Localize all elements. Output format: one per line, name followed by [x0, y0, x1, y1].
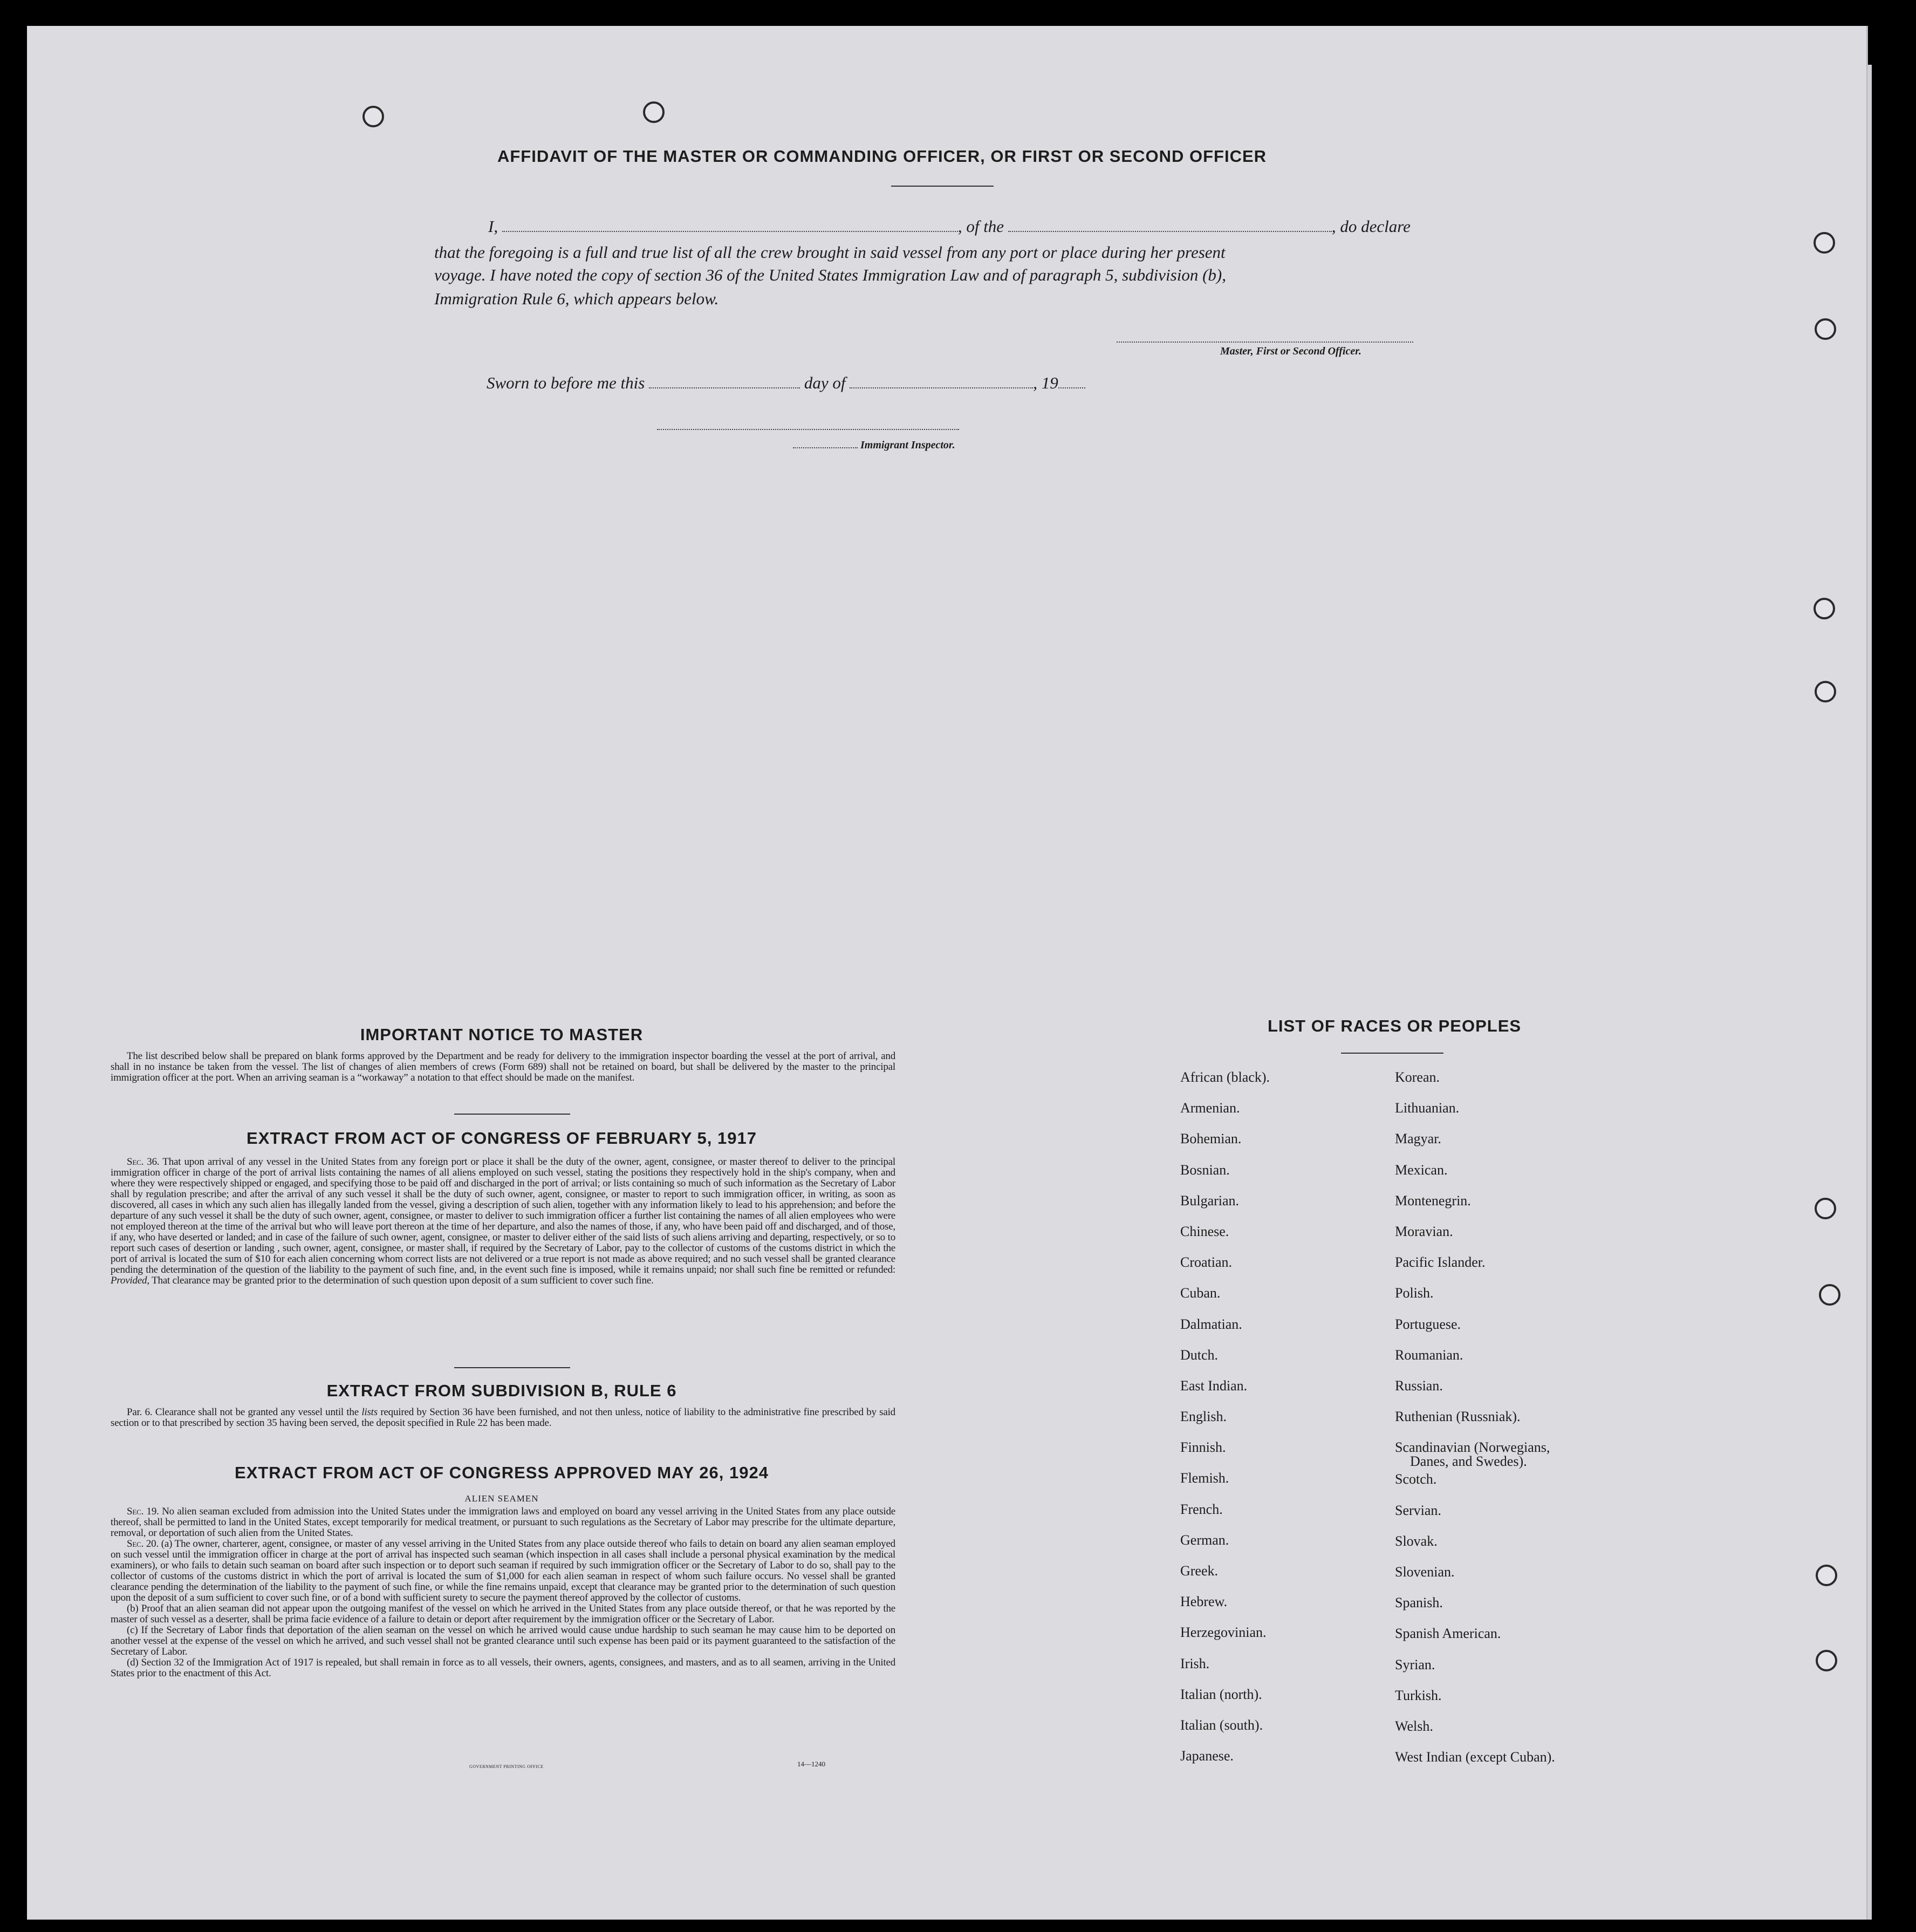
races-column-1 — [1180, 1069, 1270, 1779]
inspector-label: Immigrant Inspector. — [860, 439, 955, 451]
race-item: Hebrew. — [1180, 1594, 1228, 1610]
race-item: English. — [1180, 1409, 1227, 1425]
punch-hole — [1816, 1565, 1837, 1586]
race-item: Greek. — [1180, 1563, 1219, 1579]
race-item: Slovak. — [1395, 1533, 1438, 1549]
printer-imprint: GOVERNMENT PRINTING OFFICE — [469, 1764, 544, 1769]
sec36-label: Sec. 36. — [127, 1156, 160, 1168]
notice-title: IMPORTANT NOTICE TO MASTER — [360, 1025, 644, 1044]
race-item: Bosnian. — [1180, 1162, 1230, 1178]
punch-hole — [643, 101, 665, 123]
declare-text: , do declare — [1331, 217, 1411, 236]
race-item: Syrian. — [1395, 1656, 1435, 1672]
races-title: LIST OF RACES OR PEOPLES — [1267, 1016, 1522, 1035]
race-item: Montenegrin. — [1395, 1192, 1471, 1209]
of-the-text: , of the — [957, 217, 1004, 236]
punch-hole — [1815, 681, 1836, 702]
rule6-b: required by Section 36 have been furnished, and not then unless, notice of liability to the administrative fine prescribed by said section or to that prescribed by section 35 having been served, the deposit specified in Rule 22 has been made. — [111, 1407, 895, 1429]
title-underline — [891, 186, 994, 187]
punch-hole — [1815, 318, 1836, 340]
race-item: Russian. — [1395, 1377, 1443, 1394]
punch-hole — [1819, 1284, 1840, 1306]
race-item-scandinavian-cont: Danes, and Swedes). — [1410, 1453, 1527, 1470]
race-item: French. — [1180, 1501, 1223, 1517]
page-edge — [1867, 65, 1872, 1920]
sec36-end: That clearance may be granted prior to the determination of such question upon deposit of a sum sufficient to cover such fine. — [152, 1275, 654, 1286]
vessel-field[interactable] — [1008, 231, 1332, 232]
race-item: Croatian. — [1180, 1254, 1233, 1271]
extract-1924-title: EXTRACT FROM ACT OF CONGRESS APPROVED MAY 26, 1924 — [235, 1463, 769, 1482]
year-text: , 19 — [1033, 373, 1058, 392]
race-item: German. — [1180, 1532, 1229, 1548]
race-item: Lithuanian. — [1395, 1100, 1460, 1116]
race-item: Slovenian. — [1395, 1564, 1455, 1580]
affidavit-line2: that the foregoing is a full and true list of all the crew brought in said vessel from any port or place during her present — [434, 243, 1226, 262]
punch-hole — [1814, 232, 1835, 254]
race-item: Korean. — [1395, 1069, 1440, 1085]
affidavit-line4: Immigration Rule 6, which appears below. — [434, 289, 719, 308]
races-column-2 — [1395, 1069, 1555, 1780]
race-item-scandinavian: Scandinavian (Norwegians, — [1395, 1439, 1550, 1456]
sec20-label: Sec. 20. — [127, 1538, 159, 1549]
notice-text — [111, 1051, 895, 1083]
race-item: Dutch. — [1180, 1347, 1219, 1363]
race-item: Scotch. — [1395, 1471, 1437, 1487]
race-item: Polish. — [1395, 1285, 1434, 1301]
inspector-signature-line[interactable] — [657, 429, 959, 430]
sec19-body: No alien seaman excluded from admission into the United States under the immigration laws and employed on board any vessel arriving in the United States from any place outside thereof, shall be permitted to land in the United States, except temporarily for medical treatment, or pursuant to such regulations as the Secretary of Labor may prescribe for the ultimate departure, removal, or deportation of such alien from the United States. — [111, 1506, 895, 1539]
race-item: Portuguese. — [1395, 1316, 1461, 1332]
races-underline — [1341, 1053, 1443, 1054]
sec19-label: Sec. 19. — [127, 1506, 159, 1517]
divider — [454, 1367, 570, 1368]
alien-seamen-subtitle: ALIEN SEAMEN — [464, 1493, 539, 1504]
race-item: Cuban. — [1180, 1285, 1221, 1301]
race-item: Roumanian. — [1395, 1347, 1463, 1363]
extract-1917-title: EXTRACT FROM ACT OF CONGRESS OF FEBRUARY 5, 1917 — [247, 1129, 757, 1148]
race-item: Spanish American. — [1395, 1626, 1501, 1642]
race-item: Mexican. — [1395, 1162, 1448, 1178]
race-item: Japanese. — [1180, 1748, 1234, 1764]
affidavit-i: I, — [488, 217, 498, 236]
race-item: Pacific Islander. — [1395, 1254, 1486, 1271]
race-item: African (black). — [1180, 1069, 1270, 1085]
sec20c-body: (c) If the Secretary of Labor finds that deportation of the alien seaman on the vessel on which he arrived would cause undue hardship to such seaman he may cause him to be deported on another vessel at the expense of the vessel on which he arrived, and such vessel shall not be granted clearance until such expense has been paid or its payment guaranteed to the satisfaction of the Secretary of Labor. — [111, 1624, 895, 1657]
extract-1924-text — [111, 1506, 895, 1679]
sworn-line — [487, 373, 1085, 393]
extract-rule6-title: EXTRACT FROM SUBDIVISION B, RULE 6 — [326, 1381, 677, 1400]
provided-word: Provided, — [111, 1275, 149, 1286]
punch-hole — [362, 106, 384, 127]
affidavit-title: AFFIDAVIT OF THE MASTER OR COMMANDING OFFICER, OR FIRST OR SECOND OFFICER — [497, 147, 1267, 166]
race-item: Bulgarian. — [1180, 1192, 1240, 1209]
extract-1917-text — [111, 1157, 895, 1286]
master-signature-label: Master, First or Second Officer. — [1220, 345, 1361, 357]
race-item: Moravian. — [1395, 1223, 1453, 1239]
day-of-text: day of — [804, 373, 846, 392]
sec36-body: That upon arrival of any vessel in the United States from any foreign port or place it shall be the duty of the owner, agent, consignee, or master thereof to deliver to the principal immigration officer in charge of the port of arrival lists containing the names of all aliens employed on such vessel, stating the positions they respectively hold in the ship's company, when and where they were respectively shipped or engaged, and specifying those to be paid off and discharged in the port of arrival; or lists containing so much of such information as the Secretary of Labor shall by regulation prescribe; and after the arrival of any such vessel it shall be the duty of such owner, agent, consignee, or master to report to such immigration officer, in writing, as soon as discovered, all cases in which any such alien has illegally landed from the vessel, giving a description of such alien, together with any information likely to lead to his apprehension; and before the departure of any such vessel it shall be the duty of such owner, agent, consignee, or master to deliver to such immigration officer a further list containing the names of all alien employees who were not employed thereon at the time of the arrival but who will leave port thereon at the time of her departure, and also the names of those, if any, who have been paid off and discharged, and of those, if any, who have deserted or landed; and in case of the failure of such owner, agent, consignee, or master to deliver either of the said lists of such aliens arriving and departing, respectively, or so to report such cases of desertion or landing , such owner, agent, consignee, or master shall, if required by the Secretary of Labor, pay to the collector of customs of the customs district in which the port of arrival is located the sum of $10 for each alien concerning whom correct lists are not delivered or a true report is not made as above required; and no such vessel shall be granted clearance pending the determination of the question of the liability to the payment of such fine, and, in the event such fine is imposed, while it remains unpaid; nor shall such fine be remitted or refunded: — [111, 1156, 895, 1275]
race-item: West Indian (except Cuban). — [1395, 1749, 1555, 1765]
inspector-line — [793, 439, 955, 452]
race-item: Welsh. — [1395, 1718, 1433, 1734]
race-item: Finnish. — [1180, 1439, 1226, 1456]
race-item: Magyar. — [1395, 1131, 1441, 1147]
punch-hole — [1816, 1650, 1837, 1671]
race-item: Turkish. — [1395, 1687, 1442, 1703]
rule6-a: Par. 6. Clearance shall not be granted any vessel until the — [127, 1407, 359, 1418]
race-item: Irish. — [1180, 1655, 1210, 1671]
race-item: Italian (south). — [1180, 1717, 1263, 1733]
affidavit-line3: voyage. I have noted the copy of section 36 of the United States Immigration Law and of paragraph 5, subdivision (b), — [434, 265, 1226, 284]
rule6-lists: lists — [361, 1407, 378, 1418]
sec20b-body: (b) Proof that an alien seaman did not appear upon the outgoing manifest of the vessel on which he arrived in the United States from any place outside thereof, or that he was reported by the master of such vessel as a deserter, shall be prima facie evidence of a failure to detain or deport after requirement by the immigration officer or the Secretary of Labor. — [111, 1603, 895, 1625]
race-item: Ruthenian (Russniak). — [1395, 1409, 1521, 1425]
race-item: Servian. — [1395, 1502, 1441, 1518]
race-item: Chinese. — [1180, 1223, 1229, 1239]
race-item: East Indian. — [1180, 1377, 1248, 1394]
punch-hole — [1815, 1198, 1836, 1219]
race-item: Dalmatian. — [1180, 1316, 1242, 1332]
divider — [454, 1114, 570, 1115]
race-item — [1395, 1439, 1555, 1471]
race-item: Flemish. — [1180, 1470, 1229, 1486]
sworn-month-field[interactable] — [850, 387, 1033, 388]
extract-rule6-text — [111, 1407, 895, 1429]
race-item: Italian (north). — [1180, 1686, 1262, 1702]
notice-paragraph: The list described below shall be prepared on blank forms approved by the Department and be ready for delivery to the immigration inspector boarding the vessel at the port of arrival, and shall in no instance be taken from the vessel. The list of changes of alien members of crews (Form 689) shall not be retained on board, but shall be delivered by the master to the principal immigration officer at the port. When an arriving seaman is a “workaway” a notation to that effect should be made on the manifest. — [111, 1050, 895, 1083]
sworn-text: Sworn to before me this — [487, 373, 645, 392]
affidavit-line1 — [488, 217, 1411, 236]
name-field[interactable] — [502, 231, 958, 232]
sec20a-body: (a) The owner, charterer, agent, consignee, or master of any vessel arriving in the United States from any place outside thereof who fails to detain on board any alien seaman employed on such vessel until the immigration officer in charge at the port of arrival has inspected such seaman (which inspection in all cases shall include a personal physical examination by the medical examiners), or who fails to detain such seaman on board after such inspection or to deport such seaman if required by such immigration officer or the Secretary of Labor to do so, shall pay to the collector of customs of the customs district in which the port of arrival is located the sum of $1,000 for each alien seaman in respect of whom such failure occurs. No vessel shall be granted clearance pending the determination of the liability to the payment of such fine, or while the fine remains unpaid, except that clearance may be granted prior to the determination of such question upon the deposit of a sum sufficient to cover such fine, or of a bond with sufficient surety to secure the payment thereof approved by the collector of customs. — [111, 1538, 895, 1603]
race-item: Armenian. — [1180, 1100, 1240, 1116]
sworn-year-field[interactable] — [1058, 387, 1085, 388]
sworn-day-field[interactable] — [649, 387, 800, 388]
race-item: Spanish. — [1395, 1595, 1443, 1611]
race-item: Bohemian. — [1180, 1131, 1242, 1147]
punch-hole — [1814, 598, 1835, 619]
sec20d-body: (d) Section 32 of the Immigration Act of 1917 is repealed, but shall remain in force as to all vessels, their owners, agents, consignees, and masters, and as to all seamen, arriving in the United States prior to the enactment of this Act. — [111, 1657, 895, 1679]
form-number: 14—1240 — [797, 1760, 825, 1768]
master-signature-line[interactable] — [1117, 342, 1413, 343]
race-item: Herzegovinian. — [1180, 1624, 1267, 1641]
inspector-name-field[interactable] — [793, 447, 858, 448]
